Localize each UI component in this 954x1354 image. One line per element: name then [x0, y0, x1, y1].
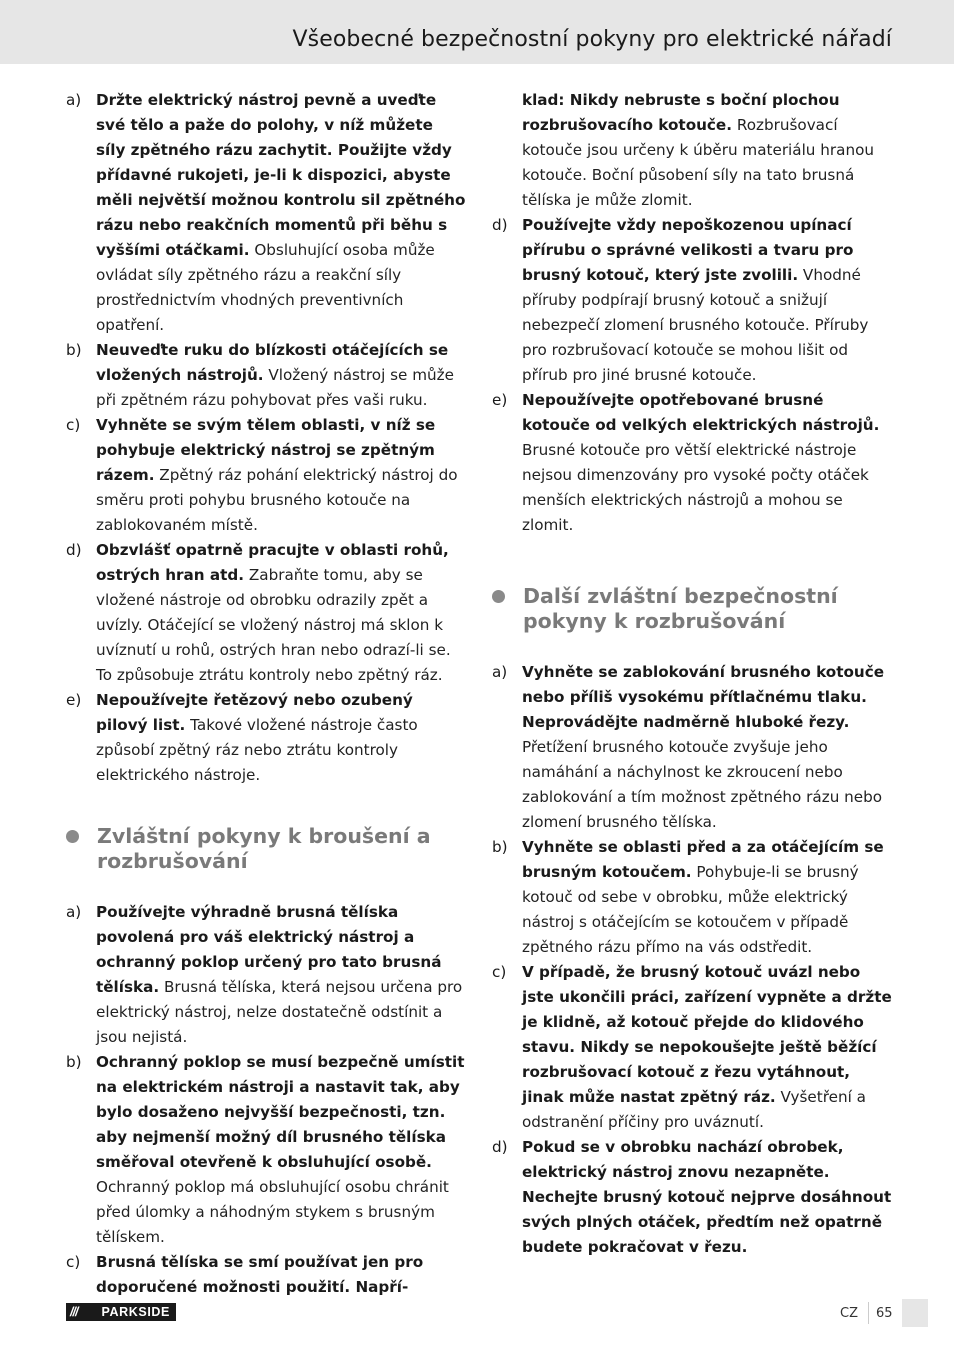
right-column [492, 88, 892, 1260]
instruction-item [66, 688, 466, 788]
item-text [96, 538, 466, 688]
item-text [522, 388, 892, 538]
instruction-item [66, 1250, 466, 1300]
item-normal-text: Ochranný poklop má obsluhující osobu chránit před úlomky a náhodným stykem s brusným tělískem. [96, 1178, 449, 1246]
item-bold-text: Obzvlášť opatrně pracujte v oblasti rohů, ostrých hran atd. [96, 541, 449, 584]
item-bold-text: Používejte vždy nepoškozenou upínací přírubu o správné velikosti a tvaru pro brusný kotouč, který jste zvolili. [522, 216, 854, 284]
instruction-item [492, 960, 892, 1135]
item-text [96, 1250, 466, 1300]
item-normal-text: Pohybuje-li se brusný kotouč od sebe v obrobku, může elektrický nástroj s otáčejícím se kotoučem v případě zpětného rázu přímo na vás odstředit. [522, 863, 859, 956]
item-text [96, 1050, 466, 1250]
section-title: Další zvláštní bezpečnostní pokyny k rozbrušování [523, 584, 838, 633]
parkside-logo [66, 1303, 176, 1321]
item-text [96, 88, 466, 338]
item-label: c) [66, 416, 81, 434]
right-instruction-list-1 [492, 88, 892, 538]
item-bold-text: Nepoužívejte řetězový nebo ozubený pilový list. [96, 691, 413, 734]
item-label: d) [66, 541, 82, 559]
language-code: CZ [840, 1306, 858, 1321]
instruction-item [66, 88, 466, 338]
item-label: d) [492, 216, 508, 234]
item-label: a) [66, 903, 82, 921]
item-normal-text: Vložený nástroj se může při zpětném rázu pohybovat přes vaši ruku. [96, 366, 454, 409]
item-bold-text: Nepoužívejte opotřebované brusné kotouče od velkých elektrických nástrojů. [522, 391, 880, 434]
item-label: a) [492, 663, 508, 681]
section-heading-cutting [492, 584, 892, 634]
item-bold-text: Pokud se v obrobku nachází obrobek, elektrický nástroj znovu nezapněte. Nechejte brusný kotouč nejprve dosáhnout svých plných otáček, předtím než opatrně budete pokračovat v řezu. [522, 1138, 892, 1256]
item-normal-text: Vyšetření a odstranění příčiny pro uváznutí. [522, 1088, 866, 1131]
footer-divider [868, 1302, 869, 1324]
item-normal-text: Obsluhující osoba může ovládat síly zpětného rázu a reakční síly prostřednictvím vhodných preventivních opatření. [96, 241, 435, 334]
item-text [96, 338, 466, 413]
left-column [66, 88, 466, 1300]
item-text [522, 1135, 892, 1260]
instruction-item [492, 835, 892, 960]
item-label [492, 88, 522, 213]
item-normal-text: Přetížení brusného kotouče zvyšuje jeho namáhání a náchylnost ke zkroucení nebo zablokování a tím možnost zpětného rázu nebo zlomení brusného tělíska. [522, 738, 883, 831]
item-text [522, 660, 892, 835]
instruction-item [66, 900, 466, 1050]
bullet-icon [66, 830, 79, 843]
item-bold-text: V případě, že brusný kotouč uvázl nebo jste ukončili práci, zařízení vypněte a držte je klidně, až kotouč přejde do klidového stavu. Nikdy se nepokoušejte ještě běžící rozbrušovací kotouč z řezu vytáhnout, jinak může nastat zpětný ráz. [522, 963, 892, 1106]
instruction-item [66, 413, 466, 538]
item-label: b) [66, 1053, 82, 1071]
logo-slashes: /// [70, 1305, 78, 1319]
instruction-item [492, 88, 892, 213]
left-instruction-list-1 [66, 88, 466, 788]
right-instruction-list-2 [492, 660, 892, 1260]
item-normal-text: Vhodné příruby podpírají brusný kotouč a snižují nebezpečí zlomení brusného kotouče. Příruby pro rozbrušovací kotouče se mohou lišit od přírub pro jiné brusné kotouče. [522, 266, 869, 384]
item-label: a) [66, 91, 82, 109]
item-bold-text: Používejte výhradně brusná tělíska povolená pro váš elektrický nástroj a ochranný poklop určený pro tato brusná tělíska. [96, 903, 442, 996]
item-normal-text: Brusná tělíska, která nejsou určena pro elektrický nástroj, nelze dostatečně odstínit a jsou nejistá. [96, 978, 463, 1046]
section-title: Zvláštní pokyny k broušení a rozbrušování [97, 824, 431, 873]
instruction-item [492, 388, 892, 538]
instruction-item [66, 338, 466, 413]
item-text [522, 213, 892, 388]
brand-name: PARKSIDE [101, 1305, 170, 1319]
item-label: b) [492, 838, 508, 856]
item-normal-text: Brusné kotouče pro větší elektrické nástroje nejsou dimenzovány pro vysoké počty otáček menších elektrických nástrojů a mohou se zlomit. [522, 441, 869, 534]
item-label: c) [66, 1253, 81, 1271]
item-bold-text: Vyhněte se svým tělem oblasti, v níž se pohybuje elektrický nástroj se zpětným rázem. [96, 416, 436, 484]
item-bold-text: Držte elektrický nástroj pevně a uveďte své tělo a paže do polohy, v níž můžete síly zpětného rázu zachytit. Použijte vždy přídavné rukojeti, je-li k dispozici, abyste měli největší možnou kontrolu sil zpětného rázu nebo reakčních momentů při běhu s vyššími otáčkami. [96, 91, 466, 259]
item-text [96, 688, 466, 788]
item-text [522, 960, 892, 1135]
item-text [96, 900, 466, 1050]
item-text [522, 835, 892, 960]
item-label: c) [492, 963, 507, 981]
page-number: 65 [876, 1306, 893, 1321]
item-label: d) [492, 1138, 508, 1156]
item-label: e) [66, 691, 82, 709]
item-bold-text: klad: Nikdy nebruste s boční plochou rozbrušovacího kotouče. [522, 91, 840, 134]
item-bold-text: Vyhněte se zablokování brusného kotouče nebo příliš vysokému přítlačnému tlaku. Neprovádějte nadměrně hluboké řezy. [522, 663, 885, 731]
instruction-item [492, 1135, 892, 1260]
page-title: Všeobecné bezpečnostní pokyny pro elektrické nářadí [292, 27, 892, 52]
instruction-item [66, 1050, 466, 1250]
section-heading-grinding [66, 824, 466, 874]
bullet-icon [492, 590, 505, 603]
item-normal-text: Takové vložené nástroje často způsobí zpětný ráz nebo ztrátu kontroly elektrického nástroje. [96, 716, 418, 784]
instruction-item [492, 213, 892, 388]
item-bold-text: Neuveďte ruku do blízkosti otáčejících se vložených nástrojů. [96, 341, 449, 384]
instruction-item [66, 538, 466, 688]
item-normal-text: Zabraňte tomu, aby se vložené nástroje od obrobku odrazily zpět a uvízly. Otáčející se vložený nástroj má sklon k uvíznutí u rohů, ostrých hran nebo odrazí-li se. To způsobuje ztrátu kontroly nebo zpětný ráz. [96, 566, 451, 684]
item-bold-text: Brusná tělíska se smí používat jen pro doporučené možnosti použití. Napří- [96, 1253, 424, 1296]
instruction-item [492, 660, 892, 835]
item-normal-text: Rozbrušovací kotouče jsou určeny k úběru materiálu hranou kotouče. Boční působení síly na tato brusná tělíska je může zlomit. [522, 116, 874, 209]
page-header [0, 0, 954, 64]
item-text [522, 88, 892, 213]
item-label: e) [492, 391, 508, 409]
item-label: b) [66, 341, 82, 359]
item-text [96, 413, 466, 538]
item-bold-text: Ochranný poklop se musí bezpečně umístit na elektrickém nástroji a nastavit tak, aby bylo dosaženo nejvyšší bezpečnosti, tzn. aby nejmenší možný díl brusného tělíska směřoval otevřeně k obsluhující osobě. [96, 1053, 465, 1171]
left-instruction-list-2 [66, 900, 466, 1300]
item-normal-text: Zpětný ráz pohání elektrický nástroj do směru proti pohybu brusného kotouče na zablokovaném místě. [96, 466, 458, 534]
item-bold-text: Vyhněte se oblasti před a za otáčejícím se brusným kotoučem. [522, 838, 884, 881]
footer-tab [902, 1299, 928, 1327]
